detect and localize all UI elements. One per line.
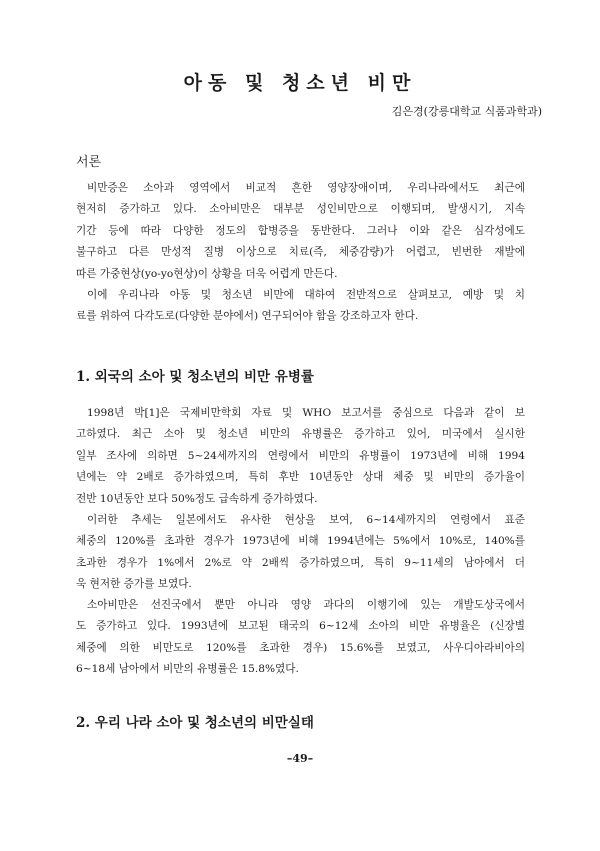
text-line: 6~18세 남아에서 비만의 유병률은 15.8%였다. [76,663,299,676]
author-affiliation: 김은경(강릉대학교 식품과학과) [391,105,542,118]
text-line: 소아비만은 선진국에서 뿐만 아니라 영양 과다의 이행기에 있는 개발도상국에서 [87,599,525,611]
section-1-heading: 1. 외국의 소아 및 청소년의 비만 유병률 [76,369,314,385]
text-line: 욱 현저한 증가를 보였다. [76,578,192,591]
text-line: 기간 등에 따라 다양한 정도의 합병증을 동반한다. 그러나 이와 같은 심각성에도 [76,224,525,237]
intro-paragraph-2 [76,285,525,328]
text-line: 이러한 추세는 일본에서도 유사한 현상을 보여, 6~14세까지의 연령에서 표준 [87,514,525,526]
text-line: 체중에 의한 비만도로 120%를 초과한 경우) 15.6%를 보였고, 사우디아라비아의 [76,641,525,654]
text-line: 일부 조사에 의하면 5~24세까지의 연령에서 비만의 유병률이 1973년에 비해 1994 [76,449,525,462]
section-1-paragraph-1 [76,403,525,510]
intro-paragraph-1 [76,178,525,285]
section-1-paragraph-2 [76,510,525,596]
text-line: 료를 위하여 다각도로(다양한 분야에서) 연구되어야 함을 강조하고자 한다. [76,310,419,323]
text-line: 년에는 약 2배로 증가하였으며, 특히 후반 10년동안 상대 체중 및 비만의 증가율이 [76,471,525,484]
text-line: 현저히 증가하고 있다. 소아비만은 대부분 성인비만으로 이행되며, 발생시기, 지속 [76,203,525,216]
text-line: 비만증은 소아과 영역에서 비교적 흔한 영양장애이며, 우리나라에서도 최근에 [87,182,525,194]
intro-heading: 서론 [76,155,102,170]
text-line: 이에 우리나라 아동 및 청소년 비만에 대하여 전반적으로 살펴보고, 예방 및 치 [87,289,525,301]
text-line: 도 증가하고 있다. 1993년에 보고된 태국의 6~12세 소아의 비만 유병율은 (신장별 [76,620,525,633]
text-line: 불구하고 다른 만성적 질병 이상으로 치료(즉, 체중감량)가 어렵고, 빈번한 재발에 [76,246,525,259]
text-line: 따른 가중현상(yo-yo현상)이 상황을 더욱 어렵게 만든다. [76,267,338,280]
text-line: 1998년 박[1]은 국제비만학회 자료 및 WHO 보고서를 중심으로 다음과 같이 보 [87,407,525,419]
text-line: 초과한 경우가 1%에서 2%로 약 2배씩 증가하였으며, 특히 9~11세의 남아에서 더 [76,556,525,569]
document-title: 아동 및 청소년 비만 [183,72,417,94]
text-line: 전반 10년동안 보다 50%정도 급속하게 증가하였다. [76,492,318,505]
section-2-heading: 2. 우리 나라 소아 및 청소년의 비만실태 [76,715,314,731]
text-line: 체중의 120%를 초과한 경우가 1973년에 비해 1994년에는 5%에서 10%로, 140%를 [76,535,525,548]
section-1-paragraph-3 [76,595,525,681]
page-number: –49– [286,752,314,765]
text-line: 고하였다. 최근 소아 및 청소년 비만의 유병률은 증가하고 있어, 미국에서 실시한 [76,428,525,441]
